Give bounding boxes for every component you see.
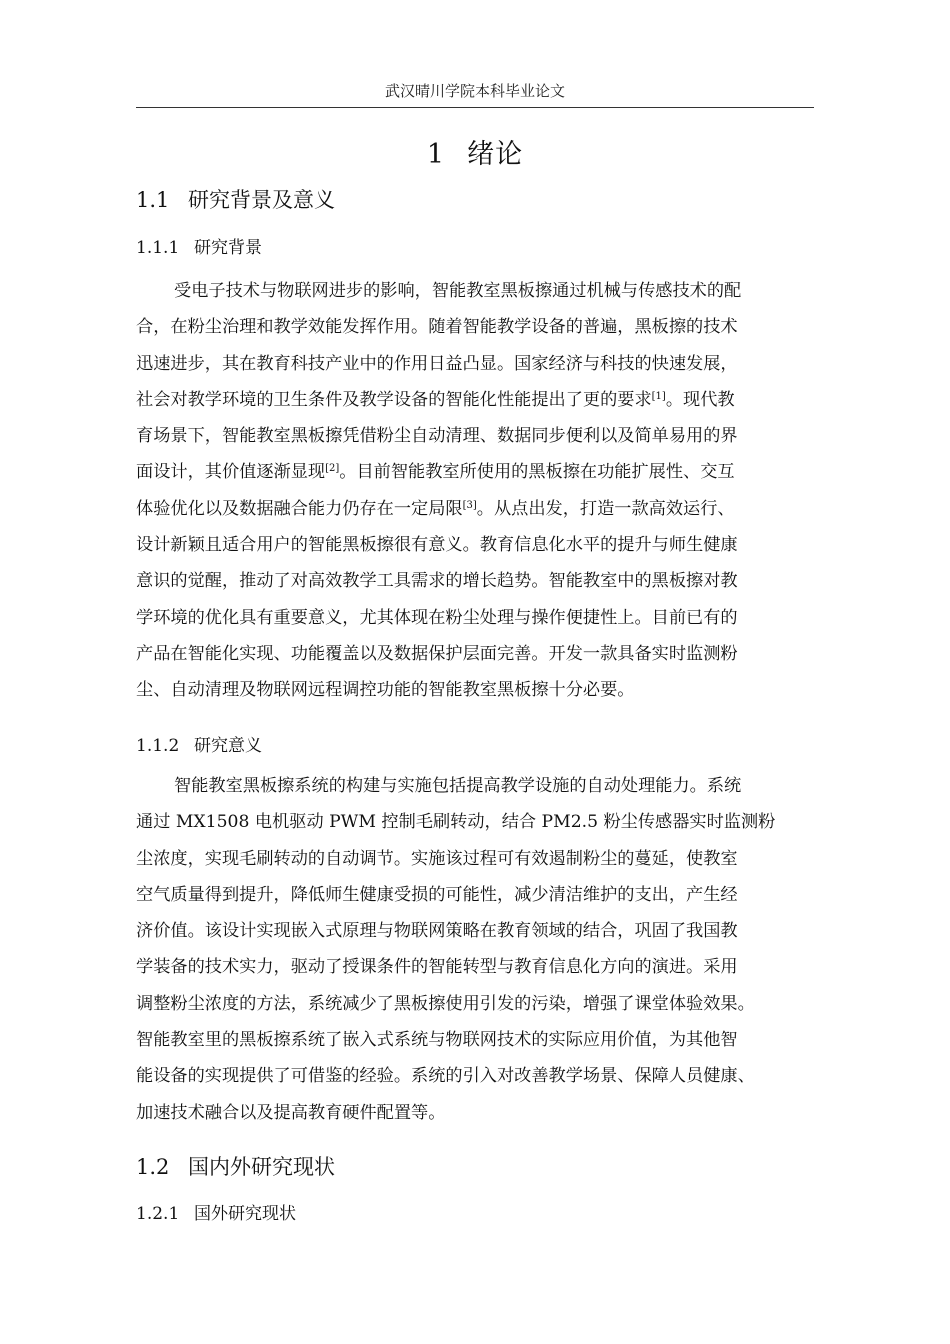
text-line — [136, 491, 816, 527]
section-number: 1.1 — [136, 188, 170, 212]
citation-ref-3: [3] — [462, 499, 477, 511]
page-header: 武汉晴川学院本科毕业论文 — [384, 82, 565, 100]
text-line: 调整粉尘浓度的方法，系统减少了黑板擦使用引发的污染，增强了课堂体验效果。 — [136, 993, 755, 1014]
section-heading-1-2 — [136, 1151, 335, 1181]
significance-paragraph — [136, 768, 816, 1131]
subsection-title: 研究背景 — [194, 238, 262, 258]
text-span: 。现代教 — [665, 389, 735, 410]
text-line: 空气质量得到提升，降低师生健康受损的可能性，减少清洁维护的支出，产生经 — [136, 884, 738, 905]
text-span: 社会对教学环境的卫生条件及教学设备的智能化性能提出了更的要求 — [136, 389, 652, 410]
text-line: 学装备的技术实力，驱动了授课条件的智能转型与教育信息化方向的演进。采用 — [136, 957, 738, 978]
text-line: 智能教室黑板擦系统的构建与实施包括提高教学设施的自动处理能力。系统 — [174, 776, 742, 796]
text-line: 学环境的优化具有重要意义，尤其体现在粉尘处理与操作便捷性上。目前已有的 — [136, 607, 738, 628]
text-line: 合，在粉尘治理和教学效能发挥作用。随着智能教学设备的普遍，黑板擦的技术 — [136, 317, 738, 338]
chapter-heading — [136, 132, 814, 171]
text-line: 济价值。该设计实现嵌入式原理与物联网策略在教育领域的结合，巩固了我国教 — [136, 921, 738, 942]
text-span: 面设计，其价值逐渐显现 — [136, 462, 326, 483]
chapter-number: 1 — [426, 139, 446, 170]
text-span: 。目前智能教室所使用的黑板擦在功能扩展性、交互 — [339, 462, 735, 483]
subsection-number: 1.1.1 — [136, 238, 180, 258]
text-line: 加速技术融合以及提高教育硬件配置等。 — [136, 1102, 446, 1123]
text-line: 育场景下，智能教室黑板擦凭借粉尘自动清理、数据同步便利以及简单易用的界 — [136, 426, 738, 447]
text-span: 体验优化以及数据融合能力仍存在一定局限 — [136, 498, 463, 519]
text-line: 通过 MX1508 电机驱动 PWM 控制毛刷转动，结合 PM2.5 粉尘传感器实时监测粉 — [136, 812, 776, 833]
header-divider — [136, 107, 814, 108]
text-line: 设计新颖且适合用户的智能黑板擦很有意义。教育信息化水平的提升与师生健康 — [136, 535, 738, 556]
text-line: 能设备的实现提供了可借鉴的经验。系统的引入对改善教学场景、保障人员健康、 — [136, 1066, 755, 1087]
text-line: 意识的觉醒，推动了对高效教学工具需求的增长趋势。智能教室中的黑板擦对教 — [136, 571, 738, 592]
text-line — [136, 382, 816, 418]
text-line: 尘浓度，实现毛刷转动的自动调节。实施该过程可有效遏制粉尘的蔓延，使教室 — [136, 848, 738, 869]
text-span: 。从点出发，打造一款高效运行、 — [476, 498, 735, 519]
subsection-title: 国外研究现状 — [194, 1204, 296, 1224]
text-line: 智能教室里的黑板擦系统了嵌入式系统与物联网技术的实际应用价值，为其他智 — [136, 1030, 738, 1051]
text-line — [136, 454, 816, 490]
subsection-number: 1.2.1 — [136, 1204, 180, 1224]
citation-ref-1: [1] — [651, 390, 666, 402]
subsection-heading-1-2-1 — [136, 1199, 296, 1224]
text-line: 受电子技术与物联网进步的影响，智能教室黑板擦通过机械与传感技术的配 — [174, 281, 742, 301]
section-number: 1.2 — [136, 1155, 170, 1179]
text-line: 尘、自动清理及物联网远程调控功能的智能教室黑板擦十分必要。 — [136, 680, 635, 701]
subsection-title: 研究意义 — [194, 736, 262, 756]
section-title: 国内外研究现状 — [188, 1155, 335, 1179]
citation-ref-2: [2] — [325, 463, 340, 475]
section-heading-1-1 — [136, 184, 335, 214]
subsection-heading-1-1-2 — [136, 731, 262, 756]
subsection-number: 1.1.2 — [136, 736, 180, 756]
text-line: 迅速进步，其在教育科技产业中的作用日益凸显。国家经济与科技的快速发展， — [136, 353, 738, 374]
chapter-title: 绪论 — [467, 139, 524, 170]
subsection-heading-1-1-1 — [136, 233, 262, 258]
background-paragraph — [136, 273, 816, 709]
section-title: 研究背景及意义 — [188, 188, 335, 212]
text-line: 产品在智能化实现、功能覆盖以及数据保护层面完善。开发一款具备实时监测粉 — [136, 643, 738, 664]
